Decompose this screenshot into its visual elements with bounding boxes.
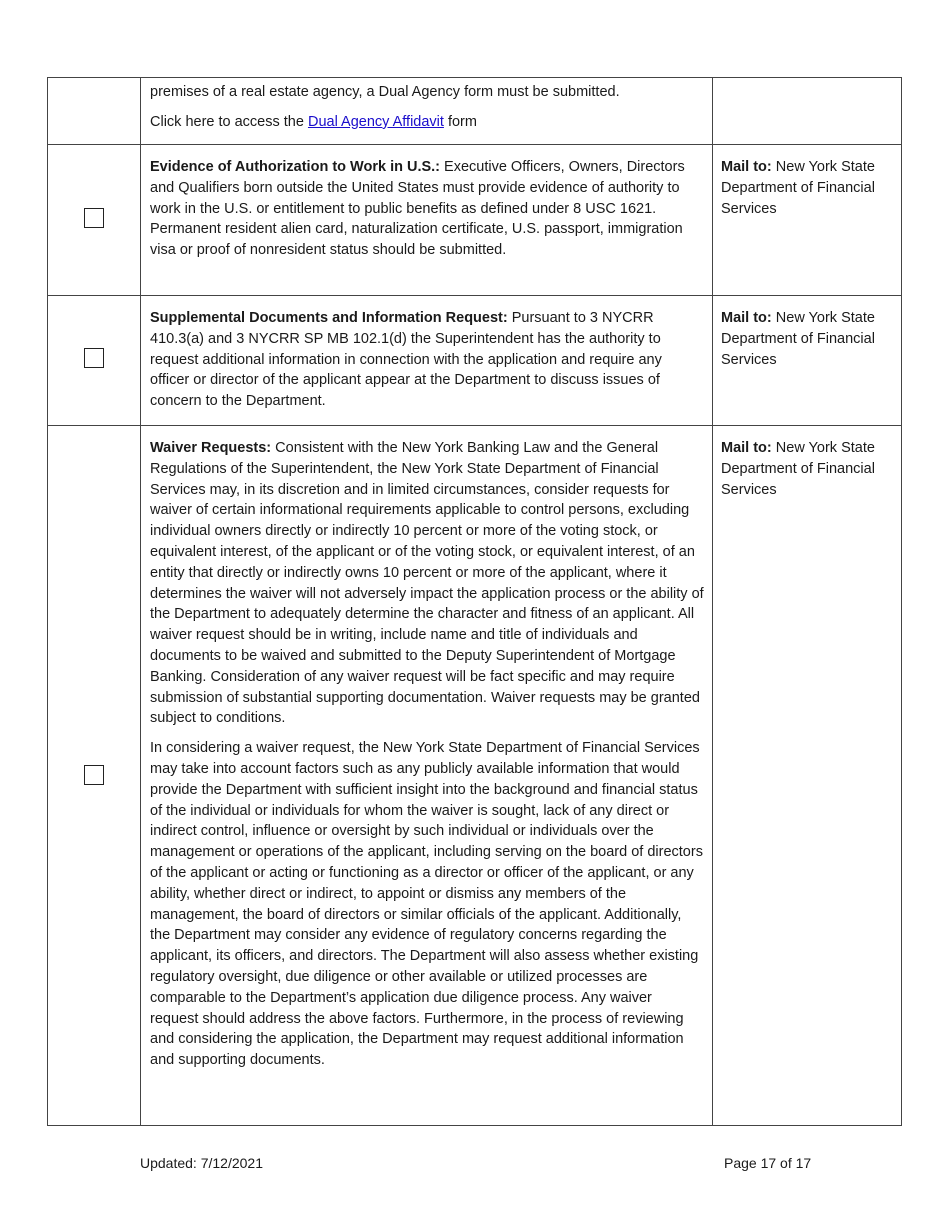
table-row — [48, 425, 901, 1125]
description-cell — [141, 426, 713, 1125]
description-cell — [141, 78, 713, 144]
checkbox-cell — [48, 78, 141, 144]
mail-cell — [713, 78, 901, 144]
mail-cell — [713, 296, 901, 425]
description-cell — [141, 145, 713, 295]
checkbox-cell — [48, 426, 141, 1125]
checkbox-cell — [48, 296, 141, 425]
mail-cell — [713, 145, 901, 295]
dual-agency-affidavit-link[interactable]: Dual Agency Affidavit — [307, 113, 444, 130]
checkbox-supplemental-documents[interactable] — [84, 348, 104, 368]
checkbox-work-authorization[interactable] — [84, 208, 104, 228]
table-row — [48, 78, 901, 144]
footer-page-number: Page 17 of 17 — [724, 1155, 812, 1171]
supplemental-documents-text: Supplemental Documents and Information Request: Pursuant to 3 NYCRR 410.3(a) and 3 NYCRR SP MB 102.1(d) the Superintendent has the authority to request additional information in connection with the application and require any officer or director of the applicant appear at the Department to discuss issues of concern to the Department. — [150, 310, 662, 410]
link-line: Click here to access the Dual Agency Affidavit form — [150, 113, 477, 130]
footer-updated-date: Updated: 7/12/2021 — [140, 1155, 263, 1171]
checkbox-waiver-requests[interactable] — [84, 765, 104, 785]
waiver-considerations-text: In considering a waiver request, the New York State Department of Financial Services may take into account factors such as any publicly available information that would provide the Department with sufficient insight into the background and financial status of the individual or individuals for whom the waiver is sought, lack of any direct or indirect control, influence or oversight by such individual or individuals over the management or operations of the applicant, including serving on the board of directors of the applicant or acting or functioning as a director or officer of the applicant, or any ability, whether direct or indirect, to appoint or dismiss any members of the management, the board of directors or similar officials of the applicant. Additionally, the Department may consider any evidence of regulatory concerns regarding the applicant, its officers, and directors. The Department will also assess whether existing regulatory oversight, due diligence or other available or utilized processes are comparable to the Department’s application due diligence process. Any waiver request should address the above factors. Furthermore, in the process of reviewing and considering the application, the Department may request additional information and supporting documents. — [150, 740, 703, 1069]
requirements-table — [47, 77, 902, 1126]
mail-cell — [713, 426, 901, 1125]
continuation-text: premises of a real estate agency, a Dual Agency form must be submitted. — [150, 84, 620, 100]
mail-to-text: Mail to: New York State Department of Financial Services — [721, 159, 875, 217]
mail-to-text: Mail to: New York State Department of Financial Services — [721, 440, 875, 498]
table-row — [48, 144, 901, 295]
work-authorization-text: Evidence of Authorization to Work in U.S.: Executive Officers, Owners, Directors and Qualifiers born outside the United States must provide evidence of authority to work in the U.S. or entitlement to public benefits as defined under 8 USC 1621. Permanent resident alien card, naturalization certificate, U.S. passport, immigration visa or proof of nonresident status should be submitted. — [150, 159, 685, 259]
waiver-requests-text: Waiver Requests: Consistent with the New York Banking Law and the General Regulations of the Superintendent, the New York State Department of Financial Services may, in its discretion and in limited circumstances, consider requests for waiver of certain informational requirements applicable to control persons, excluding individual owners directly or indirectly 10 percent or more of the voting stock, or equivalent interest, of the applicant or of the voting stock, or equivalent interest, of an entity that directly or indirectly owns 10 percent or more of the applicant, where it determines the waiver will not adversely impact the application process or the ability of the Department to adequately determine the character and fitness of an applicant. All waiver request should be in writing, include name and title of individuals and documents to be waived and submitted to the Deputy Superintendent of Mortgage Banking. Consideration of any waiver request will be fact specific and may require submission of substantial supporting documentation. Waiver requests may be granted subject to conditions. — [150, 440, 704, 727]
table-row — [48, 295, 901, 425]
description-cell — [141, 296, 713, 425]
mail-to-text: Mail to: New York State Department of Financial Services — [721, 310, 875, 368]
checkbox-cell — [48, 145, 141, 295]
